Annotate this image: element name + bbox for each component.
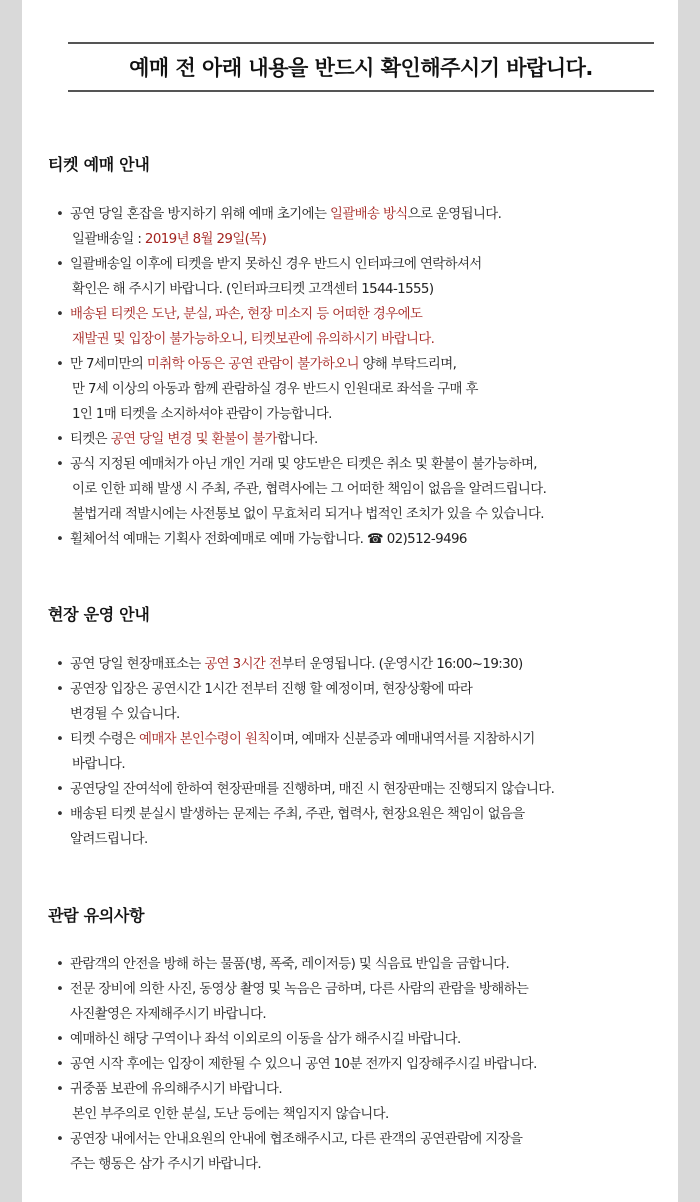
item-line: 1인 1매 티켓을 소지하셔야 관람이 가능합니다. bbox=[72, 407, 332, 422]
item-line: • 배송된 티켓은 도난, 분실, 파손, 현장 미소지 등 어떠한 경우에도 bbox=[70, 307, 423, 322]
list-item bbox=[56, 527, 666, 552]
list-item bbox=[56, 802, 666, 852]
list-item bbox=[56, 977, 666, 1027]
item-line: • 티켓 수령은 예매자 본인수령이 원칙이며, 예매자 신분증과 예매내역서를 지참하시기 bbox=[70, 732, 535, 747]
item-line: • 공연장 내에서는 안내요원의 안내에 협조해주시고, 다른 관객의 공연관람에 지장을 bbox=[70, 1132, 523, 1147]
page-title-box bbox=[68, 42, 654, 92]
notice-page bbox=[22, 0, 678, 1202]
highlight-text: 미취학 아동은 공연 관람이 불가하오니 bbox=[146, 357, 363, 372]
item-line: 이로 인한 피해 발생 시 주최, 주관, 협력사에는 그 어떠한 책임이 없음을 알려드립니다. bbox=[72, 482, 547, 497]
section-title-onsite: 현장 운영 안내 bbox=[48, 605, 150, 624]
item-line: 본인 부주의로 인한 분실, 도난 등에는 책임지지 않습니다. bbox=[72, 1107, 389, 1122]
item-line: • 관람객의 안전을 방해 하는 물품(병, 폭죽, 레이저등) 및 식음료 반입을 금합니다. bbox=[70, 957, 510, 972]
list-item bbox=[56, 352, 666, 427]
item-line: 주는 행동은 삼가 주시기 바랍니다. bbox=[70, 1157, 261, 1172]
item-line: 변경될 수 있습니다. bbox=[70, 707, 180, 722]
list-item bbox=[56, 1077, 666, 1127]
item-line: • 공연장 입장은 공연시간 1시간 전부터 진행 할 예정이며, 현장상황에 따라 bbox=[70, 682, 473, 697]
item-line: • 귀중품 보관에 유의해주시기 바랍니다. bbox=[70, 1082, 282, 1097]
list-item bbox=[56, 252, 666, 302]
item-line: • 공식 지정된 예매처가 아닌 개인 거래 및 양도받은 티켓은 취소 및 환불이 불가능하며, bbox=[70, 457, 537, 472]
item-line: • 예매하신 해당 구역이나 좌석 이외로의 이동을 삼가 해주시길 바랍니다. bbox=[70, 1032, 461, 1047]
item-line: • 배송된 티켓 분실시 발생하는 문제는 주최, 주관, 협력사, 현장요원은 책임이 없음을 bbox=[70, 807, 525, 822]
list-item bbox=[56, 777, 666, 802]
list-item bbox=[56, 427, 666, 452]
delivery-date: 2019년 8월 29일(목) bbox=[144, 232, 267, 247]
item-line: 일괄배송일 : 2019년 8월 29일(목) bbox=[72, 232, 267, 247]
list-item bbox=[56, 652, 666, 677]
list-item bbox=[56, 952, 666, 977]
item-line: • 만 7세미만의 미취학 아동은 공연 관람이 불가하오니 양해 부탁드리며, bbox=[70, 357, 457, 372]
item-line: • 공연당일 잔여석에 한하여 현장판매를 진행하며, 매진 시 현장판매는 진행되지 않습니다. bbox=[70, 782, 555, 797]
item-line: 바랍니다. bbox=[72, 757, 125, 772]
item-line: 불법거래 적발시에는 사전통보 없이 무효처리 되거나 법적인 조치가 있을 수 있습니다. bbox=[72, 507, 544, 522]
item-line: 만 7세 이상의 아동과 함께 관람하실 경우 반드시 인원대로 좌석을 구매 후 bbox=[72, 382, 478, 397]
list-item bbox=[56, 677, 666, 727]
item-line: 확인은 해 주시기 바랍니다. (인터파크티켓 고객센터 1544-1555) bbox=[72, 282, 434, 297]
item-line: 알려드립니다. bbox=[70, 832, 148, 847]
item-line: • 휠체어석 예매는 기획사 전화예매로 예매 가능합니다. ☎ 02)512-9496 bbox=[70, 532, 467, 547]
item-line: • 전문 장비에 의한 사진, 동영상 촬영 및 녹음은 금하며, 다른 사람의 관람을 방해하는 bbox=[70, 982, 529, 997]
highlight-text: 일괄배송 방식 bbox=[329, 207, 408, 222]
list-item bbox=[56, 1052, 666, 1077]
item-line: • 일괄배송일 이후에 티켓을 받지 못하신 경우 반드시 인터파크에 연락하셔서 bbox=[70, 257, 482, 272]
page-title: 예매 전 아래 내용을 반드시 확인해주시기 바랍니다. bbox=[129, 56, 593, 80]
list-item bbox=[56, 1127, 666, 1177]
item-line: • 티켓은 공연 당일 변경 및 환불이 불가합니다. bbox=[70, 432, 318, 447]
item-line: 재발권 및 입장이 불가능하오니, 티켓보관에 유의하시기 바랍니다. bbox=[72, 332, 435, 347]
list-item bbox=[56, 452, 666, 527]
item-line: • 공연 당일 현장매표소는 공연 3시간 전부터 운영됩니다. (운영시간 16:00~19:30) bbox=[70, 657, 523, 672]
list-item bbox=[56, 727, 666, 777]
ticket-notice-list bbox=[56, 202, 666, 552]
section-title-ticket: 티켓 예매 안내 bbox=[48, 155, 150, 174]
highlight-text: 예매자 본인수령이 원칙 bbox=[139, 732, 270, 747]
caution-notice-list bbox=[56, 952, 666, 1177]
item-line: • 공연 당일 혼잡을 방지하기 위해 예매 초기에는 일괄배송 방식으로 운영됩니다. bbox=[70, 207, 502, 222]
list-item bbox=[56, 1027, 666, 1052]
item-line: 사진촬영은 자제해주시기 바랍니다. bbox=[70, 1007, 266, 1022]
highlight-text: 공연 당일 변경 및 환불이 불가 bbox=[110, 432, 277, 447]
onsite-notice-list bbox=[56, 652, 666, 852]
list-item bbox=[56, 202, 666, 252]
section-title-caution: 관람 유의사항 bbox=[48, 906, 145, 925]
list-item bbox=[56, 302, 666, 352]
item-line: • 공연 시작 후에는 입장이 제한될 수 있으니 공연 10분 전까지 입장해주시길 바랍니다. bbox=[70, 1057, 537, 1072]
highlight-text: 공연 3시간 전 bbox=[204, 657, 282, 672]
